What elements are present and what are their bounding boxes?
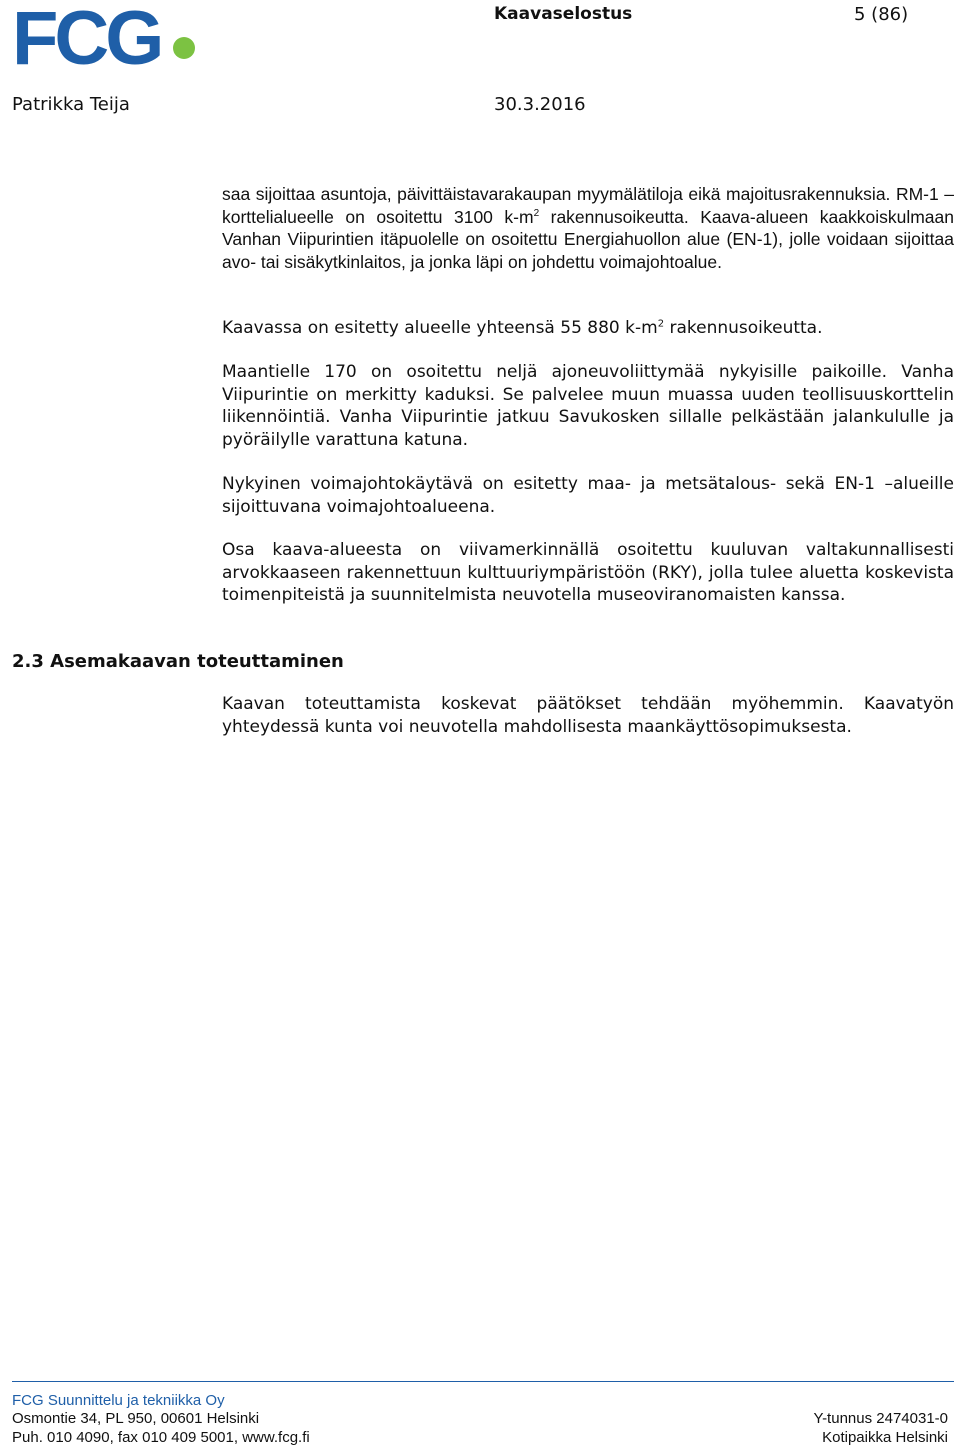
logo-dot-icon <box>173 37 195 59</box>
footer-address: Osmontie 34, PL 950, 00601 Helsinki <box>12 1410 260 1427</box>
document-date: 30.3.2016 <box>494 94 586 115</box>
page-number: 5 (86) <box>854 4 909 25</box>
paragraph-5: Osa kaava-alueesta on viivamerkinnällä osoitettu kuuluvan valtakunnallisesti arvokkaaseen rakennettuun kulttuuriympäristöön (RKY), jolla tulee aluetta koskevista toimenpiteistä ja suunnitelmista neuvotella museoviranomaisten kanssa. <box>222 540 954 605</box>
section-heading: 2.3 Asemakaavan toteuttaminen <box>12 651 344 672</box>
fcg-logo <box>12 4 202 70</box>
footer-business-id: Y-tunnus 2474031-0 <box>813 1410 948 1427</box>
footer-divider <box>12 1381 954 1382</box>
author: Patrikka Teija <box>12 94 130 115</box>
document-title: Kaavaselostus <box>494 4 633 24</box>
paragraph-2: Kaavassa on esitetty alueelle yhteensä 55 880 $k-m^2$ rakennusoikeutta. <box>222 318 823 338</box>
paragraph-6: Kaavan toteuttamista koskevat päätökset tehdään myöhemmin. Kaavatyön yhteydessä kunta voi neuvotella mahdollisesta maankäyttösopimuksesta. <box>222 694 954 737</box>
footer-domicile: Kotipaikka Helsinki <box>822 1429 948 1446</box>
logo-text: FCG <box>12 4 161 70</box>
paragraph-1: saa sijoittaa asuntoja, päivittäistavarakaupan myymälätiloja eikä majoitusrakennuksia. RM-1 –korttelialueelle on osoitettu 3100 $k-m^2$ rakennusoikeutta. Kaava-alueen kaakkoiskulmaan Vanhan Viipurintien itäpuolelle on osoitettu Energiahuollon alue (EN-1), jolle voidaan sijoittaa avo- tai sisäkytkinlaitos, ja jonka läpi on johdettu voimajohtoalue. <box>222 184 954 272</box>
paragraph-4: Nykyinen voimajohtokäytävä on esitetty maa- ja metsätalous- sekä EN-1 –alueille sijoittuvana voimajohtoalueena. <box>222 474 954 517</box>
paragraph-3: Maantielle 170 on osoitettu neljä ajoneuvoliittymää nykyisille paikoille. Vanha Viipurintie on merkitty kaduksi. Se palvelee muun muassa uuden teollisuuskorttelin liikennöintiä. Vanha Viipurintie jatkuu Savukosken sillalle pelkästään jalankululle ja pyöräilylle varattuna katuna. <box>222 362 954 450</box>
footer-contact: Puh. 010 4090, fax 010 409 5001, www.fcg.fi <box>12 1429 310 1446</box>
footer-company: FCG Suunnittelu ja tekniikka Oy <box>12 1392 225 1409</box>
